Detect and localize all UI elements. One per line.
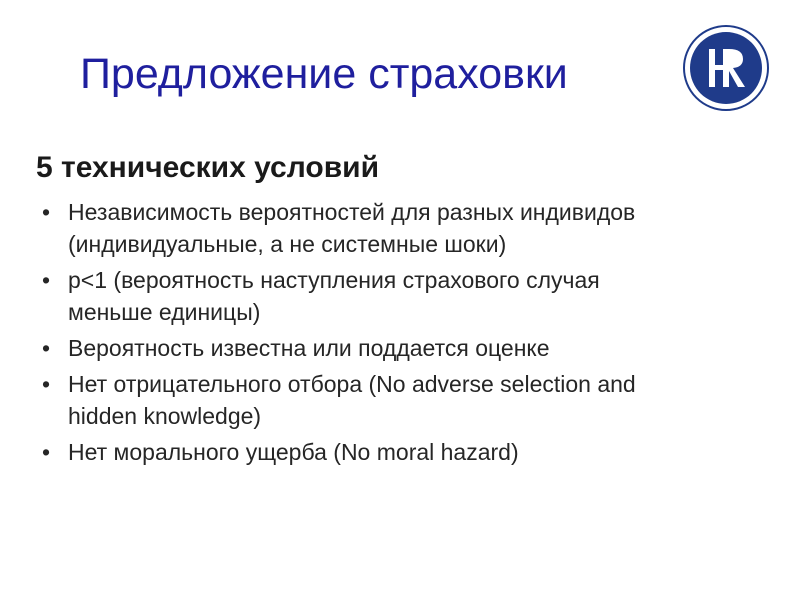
list-item: [36, 264, 776, 328]
bullet-icon: •: [42, 335, 51, 361]
hse-university-logo-icon: [683, 25, 769, 111]
bullet-text-line: Нет отрицательного отбора (No adverse selection and: [68, 371, 636, 397]
bullet-text-line: меньше единицы): [68, 299, 261, 325]
bullet-icon: •: [42, 371, 51, 397]
bullet-text-line: р<1 (вероятность наступления страхового случая: [68, 267, 600, 293]
list-item: [36, 368, 776, 432]
list-item: [36, 196, 776, 260]
bullet-text-line: hidden knowledge): [68, 403, 262, 429]
bullet-text-line: (индивидуальные, а не системные шоки): [68, 231, 507, 257]
bullet-list: [36, 196, 776, 472]
slide-title: Предложение страховки: [80, 50, 568, 98]
bullet-icon: •: [42, 439, 51, 465]
bullet-text-line: Вероятность известна или поддается оценке: [68, 335, 550, 361]
list-item: [36, 332, 776, 364]
list-item: [36, 436, 776, 468]
bullet-icon: •: [42, 267, 51, 293]
bullet-icon: •: [42, 199, 51, 225]
bullet-text-line: Независимость вероятностей для разных индивидов: [68, 199, 636, 225]
section-heading: 5 технических условий: [36, 151, 380, 184]
bullet-text-line: Нет морального ущерба (No moral hazard): [68, 439, 519, 465]
